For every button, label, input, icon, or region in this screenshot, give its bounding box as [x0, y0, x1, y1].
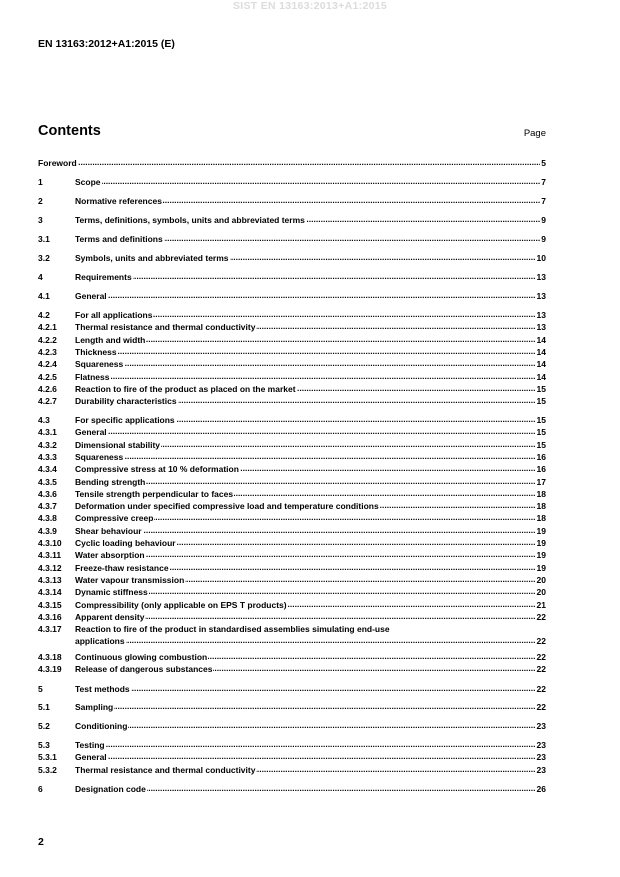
toc-entry-page: 15: [536, 383, 546, 394]
toc-entry-page: 13: [536, 310, 546, 320]
toc-entry-page: 14: [536, 346, 546, 357]
toc-entry-page: 9: [541, 234, 546, 244]
toc-entry-number: 4.3.6: [38, 488, 57, 499]
toc-entry-title: Designation code: [75, 784, 146, 794]
toc-entry-number: 4.3.19: [38, 663, 62, 674]
toc-entry-title: Compressive stress at 10 % deformation: [75, 464, 239, 475]
toc-entry-title: Water vapour transmission: [75, 574, 185, 585]
toc-entry-number: 4.3.17: [38, 624, 62, 635]
toc-entry-title: Water absorption: [75, 550, 145, 561]
toc-entry-title: Flatness: [75, 371, 110, 382]
toc-entry-number: 4.3.1: [38, 427, 57, 438]
toc-entry-page: 23: [536, 752, 546, 763]
toc-entry-title: Squareness: [75, 359, 124, 370]
toc-entry-title: Cyclic loading behaviour: [75, 538, 176, 548]
toc-entry-title: Tensile strength perpendicular to faces: [75, 488, 234, 499]
toc-entry-title: For all applications: [75, 310, 153, 320]
toc-entry-page: 19: [536, 538, 546, 548]
toc-entry-title: Sampling: [75, 702, 114, 712]
toc-entry-number: 4.3.13: [38, 574, 62, 585]
toc-entry-page: 14: [536, 371, 546, 382]
toc-entry-page: 15: [536, 415, 546, 425]
toc-entry-number: 5.3: [38, 740, 50, 750]
toc-entry-page: 20: [536, 574, 546, 585]
toc-entry-page: 7: [541, 177, 546, 187]
toc-entry-page: 16: [536, 464, 546, 475]
toc-entry-title: Compressibility (only applicable on EPS T products): [75, 599, 287, 610]
toc-entry-title: Thermal resistance and thermal conductivity: [75, 764, 256, 775]
toc-entry-number: 4.3.14: [38, 587, 62, 598]
toc-entry-title: Symbols, units and abbreviated terms: [75, 253, 229, 263]
toc-entry-title: Test methods: [75, 684, 130, 694]
page-title: Contents: [38, 123, 101, 139]
standard-header: EN 13163:2012+A1:2015 (E): [38, 38, 175, 50]
page-number: 2: [38, 836, 44, 848]
toc-entry-number: 3.1: [38, 234, 50, 244]
toc-entry-number: 4.1: [38, 291, 50, 301]
toc-entry-number: 4.3.11: [38, 550, 62, 561]
toc-entry-number: 4.3.3: [38, 451, 57, 462]
toc-entry-title: Dimensional stability: [75, 439, 161, 450]
toc-entry-page: 15: [536, 396, 546, 407]
toc-entry-number: 3.2: [38, 253, 50, 263]
toc-entry-page: 19: [536, 550, 546, 561]
toc-entry-page: 18: [536, 501, 546, 512]
toc-entry-title: General: [75, 752, 107, 763]
toc-entry-number: 4.2.3: [38, 346, 57, 357]
toc-entry-page: 22: [536, 611, 546, 622]
toc-entry-title: Length and width: [75, 334, 146, 345]
toc-entry-number: 4.2.6: [38, 383, 57, 394]
toc-entry-page: 10: [536, 253, 546, 263]
toc-entry-title: Deformation under specified compressive load and temperature conditions: [75, 501, 379, 512]
toc-entry-number: 4.3.9: [38, 525, 57, 536]
toc-entry-number: 4.2.1: [38, 322, 57, 333]
toc-entry-number: 5.1: [38, 702, 50, 712]
toc-entry-page: 22: [536, 636, 546, 647]
toc-entry-title: General: [75, 427, 107, 438]
toc-entry-number: 4.3.5: [38, 476, 57, 487]
toc-entry-number: 4.3.8: [38, 513, 57, 524]
toc-entry-page: 23: [536, 740, 546, 750]
toc-entry-title: Shear behaviour: [75, 525, 142, 536]
toc-entry-page: 9: [541, 215, 546, 225]
toc-entry-title: For specific applications: [75, 415, 175, 425]
toc-entry-page: 22: [536, 684, 546, 694]
toc-entry-page: 17: [536, 476, 546, 487]
toc-entry-number: 4: [38, 272, 43, 282]
toc-entry-title: Durability characteristics: [75, 396, 177, 407]
toc-entry-number: 4.2.7: [38, 396, 57, 407]
toc-entry-page: 22: [536, 663, 546, 674]
toc-entry-page: 14: [536, 359, 546, 370]
toc-entry-title: Normative references: [75, 196, 162, 206]
toc-entry-title: Apparent density: [75, 611, 145, 622]
toc-entry-title: Freeze-thaw resistance: [75, 562, 169, 573]
toc-entry-page: 26: [536, 784, 546, 794]
toc-entry-page: 20: [536, 587, 546, 598]
toc-entry-title: Continuous glowing combustion: [75, 651, 208, 662]
toc-entry-title: Scope: [75, 177, 101, 187]
toc-entry-page: 18: [536, 513, 546, 524]
toc-entry-title: Dynamic stiffness: [75, 587, 148, 598]
toc-entry-number: 4.2.5: [38, 371, 57, 382]
toc-entry-title: Conditioning: [75, 721, 128, 731]
toc-entry-page: 13: [536, 272, 546, 282]
toc-entry-number: 4.3.7: [38, 501, 57, 512]
toc-entry-page: 16: [536, 451, 546, 462]
toc-entry-title: Testing: [75, 740, 105, 750]
toc-entry-number: 4.2.4: [38, 359, 57, 370]
toc-entry-page: 21: [536, 599, 546, 610]
toc-entry-page: 19: [536, 562, 546, 573]
toc-entry-number: 4.3.2: [38, 439, 57, 450]
toc-entry-number: 5.2: [38, 721, 50, 731]
toc-entry-title: Thickness: [75, 346, 117, 357]
page-column-label: Page: [523, 128, 546, 139]
toc-entry-title: Requirements: [75, 272, 132, 282]
toc-entry-number: 5.3.2: [38, 764, 57, 775]
watermark: SIST EN 13163:2013+A1:2015: [232, 0, 388, 12]
toc-entry-number: 6: [38, 784, 43, 794]
toc-entry-number: 4.3.10: [38, 538, 62, 548]
toc-entry-number: 4.3.16: [38, 611, 62, 622]
toc-entry-title: Thermal resistance and thermal conductivity: [75, 322, 256, 333]
toc-entry-number: 1: [38, 177, 43, 187]
toc-entry[interactable]: [38, 623, 546, 648]
toc-entry-title-continued: applications: [75, 636, 125, 647]
toc-entry-title: Terms, definitions, symbols, units and abbreviated terms: [75, 215, 305, 225]
toc-entry-page: 19: [536, 525, 546, 536]
toc-entry-page: 18: [536, 488, 546, 499]
toc-entry-number: 4.2: [38, 310, 50, 320]
toc-entry-title: Reaction to fire of the product as placed on the market: [75, 383, 296, 394]
toc-entry-number: 2: [38, 196, 43, 206]
toc-entry-title: Release of dangerous substances: [75, 663, 213, 674]
toc-entry-page: 7: [541, 196, 546, 206]
toc-entry-page: 13: [536, 322, 546, 333]
toc-entry-number: 4.3.15: [38, 599, 62, 610]
toc-entry-page: 23: [536, 764, 546, 775]
toc-entry-title: Bending strength: [75, 476, 146, 487]
toc-entry-page: 22: [536, 651, 546, 662]
toc-entry-number: 4.3.12: [38, 562, 62, 573]
toc-entry-page: 14: [536, 334, 546, 345]
toc-entry-number: 3: [38, 215, 43, 225]
toc-entry-page: 13: [536, 291, 546, 301]
toc-entry-number: 4.2.2: [38, 334, 57, 345]
toc-entry-page: 15: [536, 439, 546, 450]
toc-entry-title: Terms and definitions: [75, 234, 163, 244]
toc-entry-number: 4.3: [38, 415, 50, 425]
toc-entry-title: Compressive creep: [75, 513, 154, 524]
toc-entry-page: 15: [536, 427, 546, 438]
toc-entry-number: 4.3.18: [38, 651, 62, 662]
toc-entry-number: 4.3.4: [38, 464, 57, 475]
toc-entry-title: Squareness: [75, 451, 124, 462]
toc-entry-title: Reaction to fire of the product in standardised assemblies simulating end-use: [75, 624, 390, 635]
toc-entry-title: Foreword: [38, 158, 77, 168]
toc-entry-page: 5: [541, 158, 546, 168]
toc-entry-number: 5: [38, 684, 43, 694]
toc-entry-page: 22: [536, 702, 546, 712]
toc-entry-page: 23: [536, 721, 546, 731]
toc-entry-number: 5.3.1: [38, 752, 57, 763]
toc-entry-title: General: [75, 291, 107, 301]
